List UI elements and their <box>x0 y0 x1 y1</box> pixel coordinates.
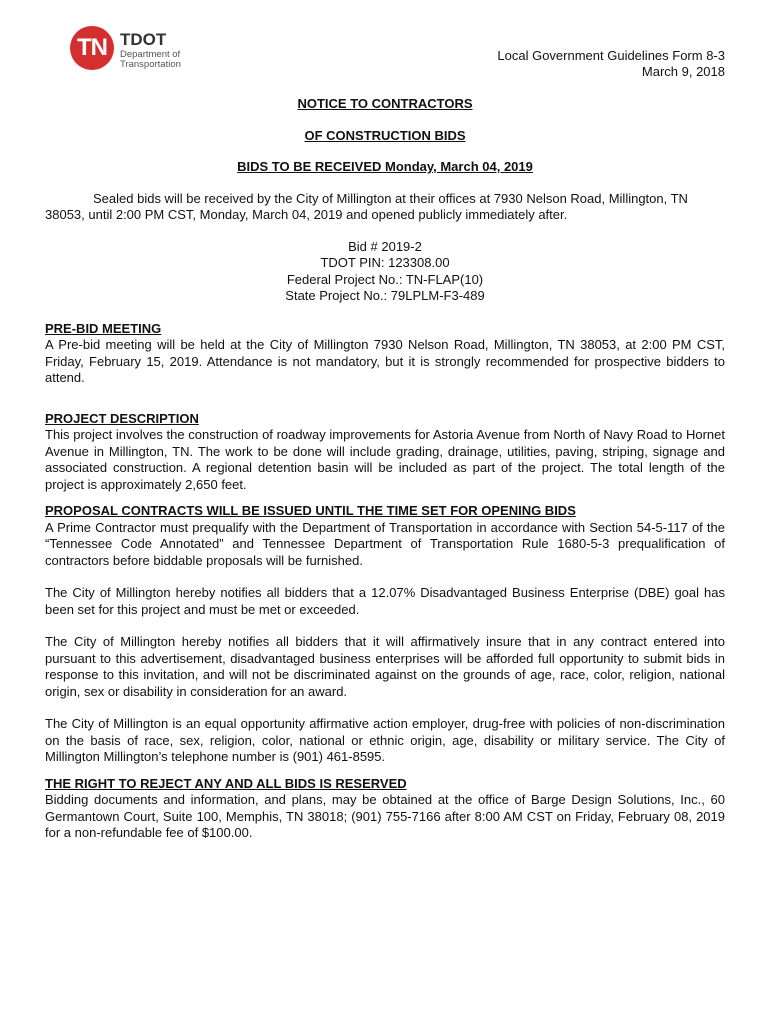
dbe-goal-paragraph: The City of Millington hereby notifies all bidders that a 12.07% Disadvantaged Business Enterprise (DBE) goal has been set for this project and must be met or exceeded. <box>45 585 725 617</box>
notice-title: NOTICE TO CONTRACTORS <box>297 96 473 111</box>
reject-bids-heading: THE RIGHT TO REJECT ANY AND ALL BIDS IS RESERVED <box>45 775 407 791</box>
tdot-pin: TDOT PIN: 123308.00 <box>320 255 450 270</box>
prebid-heading: PRE-BID MEETING <box>45 320 162 336</box>
bidding-documents-paragraph: Bidding documents and information, and plans, may be obtained at the office of Barge Design Solutions, Inc., 60 Germantown Court, Suite 100, Memphis, TN 38018; (901) 755-7166 after 8:00 AM CST on Friday, February 08, 2019 for a non-refundable fee of $100.00. <box>45 792 725 840</box>
prebid-text: A Pre-bid meeting will be held at the City of Millington 7930 Nelson Road, Millington, TN 38053, at 2:00 PM CST, Friday, February 15, 2019. Attendance is not mandatory, but it is strongly recommended for prospective bidders to attend. <box>45 337 725 385</box>
document-body <box>45 96 725 842</box>
dbe-assurance-paragraph: The City of Millington hereby notifies all bidders that it will affirmatively insure that in any contract entered into pursuant to this advertisement, disadvantaged business enterprises will be afforded full opportunity to submit bids in response to this invitation, and will not be discriminated against on the grounds of age, race, color, religion, national origin, sex or disability in consideration for an award. <box>45 634 725 699</box>
logo-subtitle-line2: Transportation <box>120 59 181 70</box>
logo-subtitle-line1: Department of <box>120 49 181 60</box>
form-date: March 9, 2018 <box>641 64 725 79</box>
project-description-heading: PROJECT DESCRIPTION <box>45 410 199 426</box>
form-number: Local Government Guidelines Form 8-3 <box>497 48 725 63</box>
federal-project-number: Federal Project No.: TN-FLAP(10) <box>286 271 484 287</box>
logo-name: TDOT <box>120 30 167 49</box>
form-header <box>497 48 725 80</box>
tdot-logo <box>70 24 200 76</box>
notice-subtitle: OF CONSTRUCTION BIDS <box>304 127 466 143</box>
bid-number: Bid # 2019-2 <box>348 238 422 254</box>
project-description-text: This project involves the construction of roadway improvements for Astoria Avenue from North of Navy Road to Hornet Avenue in Millington, TN. The work to be done will include grading, drainage, utilities, paving, striping, signage and associated construction. A regional detention basin will be included as part of the project. The total length of the project is approximately 2,650 feet. <box>45 427 725 492</box>
state-project-number: State Project No.: 79LPLM-F3-489 <box>285 288 485 303</box>
logo-subtitle <box>120 50 200 70</box>
intro-paragraph: Sealed bids will be received by the City of Millington at their offices at 7930 Nelson Road, Millington, TN 38053, until 2:00 PM CST, Monday, March 04, 2019 and opened publicly immediately after. <box>45 190 688 222</box>
proposal-heading: PROPOSAL CONTRACTS WILL BE ISSUED UNTIL THE TIME SET FOR OPENING BIDS <box>45 503 576 518</box>
project-identifiers <box>45 239 725 305</box>
equal-opportunity-paragraph: The City of Millington is an equal opportunity affirmative action employer, drug-free with policies of non-discrimination on the basis of race, sex, religion, color, national or ethnic origin, age, disability or military service. The City of Millington Millington’s telephone number is (901) 461-8595. <box>45 716 725 764</box>
bids-received-date: BIDS TO BE RECEIVED Monday, March 04, 2019 <box>237 159 533 174</box>
logo-mark-text: TN <box>77 34 107 61</box>
prequalification-paragraph: A Prime Contractor must prequalify with the Department of Transportation in accordance with Section 54-5-117 of the “Tennessee Code Annotated” and Tennessee Department of Transportation Rule 1680-5-3 prequalification of contractors before biddable proposals will be furnished. <box>45 519 725 568</box>
